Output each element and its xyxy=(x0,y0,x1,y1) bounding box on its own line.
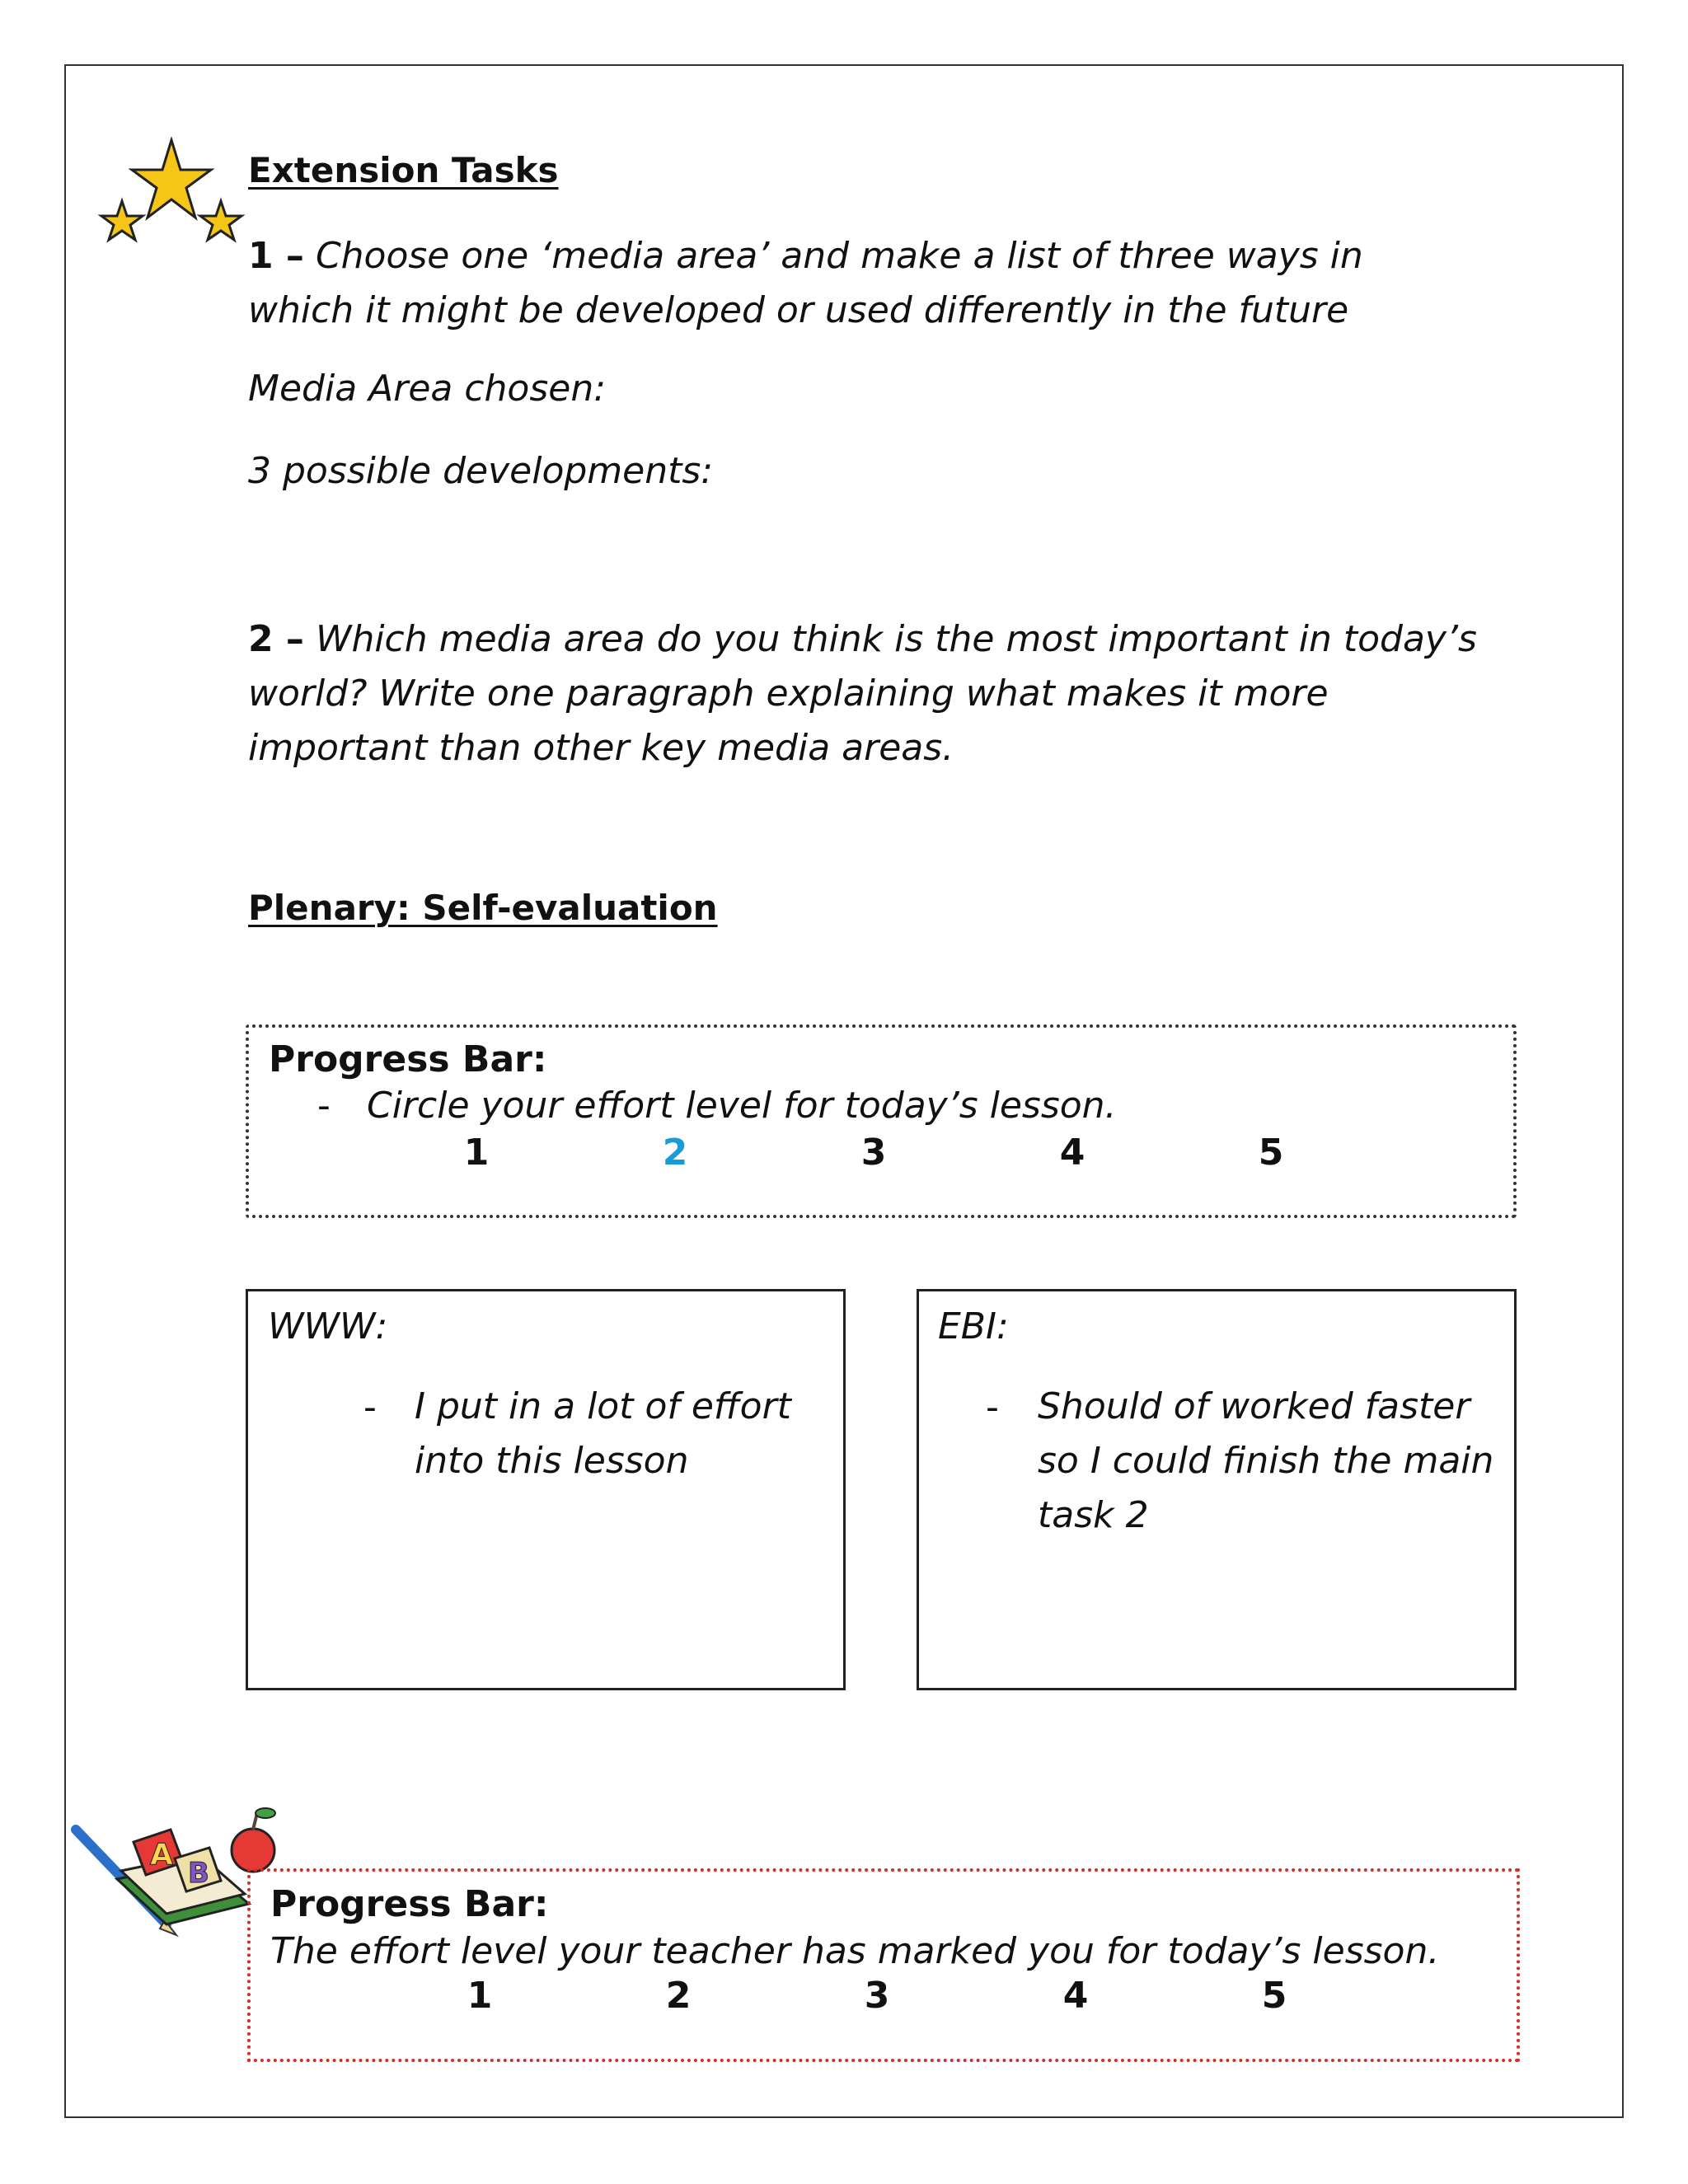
self-progress-instruction: Circle your effort level for today’s lesson. xyxy=(367,1085,1117,1127)
plenary-heading: Plenary: Self-evaluation xyxy=(248,888,718,928)
self-rating-3[interactable]: 3 xyxy=(860,1132,887,1174)
ebi-label: EBI: xyxy=(938,1305,1009,1347)
developments-label: 3 possible developments: xyxy=(248,450,714,492)
self-rating-4[interactable]: 4 xyxy=(1059,1132,1085,1174)
self-progress-title: Progress Bar: xyxy=(269,1038,547,1080)
www-text xyxy=(415,1380,827,1488)
task1-line1: Choose one ‘media area’ and make a list of three ways in xyxy=(315,235,1363,277)
ebi-text xyxy=(1038,1380,1507,1543)
task1-line2: which it might be developed or used differently in the future xyxy=(248,289,1349,331)
ebi-line1: Should of worked faster xyxy=(1038,1385,1470,1427)
extension-heading: Extension Tasks xyxy=(248,150,559,190)
teacher-rating-2[interactable]: 2 xyxy=(665,1975,692,2017)
teacher-progress-instruction: The effort level your teacher has marked you for today’s lesson. xyxy=(270,1930,1440,1972)
www-line2: into this lesson xyxy=(415,1440,689,1482)
task2-line2: world? Write one paragraph explaining what makes it more xyxy=(248,673,1329,715)
media-area-label: Media Area chosen: xyxy=(248,368,607,410)
teacher-progress-title: Progress Bar: xyxy=(270,1883,549,1925)
www-label: WWW: xyxy=(268,1305,388,1347)
task2-line3: important than other key media areas. xyxy=(248,727,954,769)
task2-paragraph xyxy=(248,612,1550,776)
teacher-rating-5[interactable]: 5 xyxy=(1261,1975,1287,2017)
stars-icon xyxy=(89,137,254,252)
svg-text:B: B xyxy=(188,1857,209,1890)
svg-text:A: A xyxy=(150,1838,173,1872)
ebi-line3: task 2 xyxy=(1038,1494,1149,1536)
ebi-dash: - xyxy=(986,1386,999,1428)
self-progress-dash: - xyxy=(317,1085,331,1127)
www-line1: I put in a lot of effort xyxy=(415,1385,791,1427)
task1-number: 1 – xyxy=(248,235,304,277)
task1-paragraph xyxy=(248,229,1534,338)
teacher-rating-3[interactable]: 3 xyxy=(864,1975,890,2017)
task2-line1: Which media area do you think is the most important in today’s xyxy=(315,618,1477,660)
self-rating-5[interactable]: 5 xyxy=(1258,1132,1284,1174)
teacher-rating-4[interactable]: 4 xyxy=(1062,1975,1089,2017)
www-dash: - xyxy=(363,1386,377,1428)
task2-number: 2 – xyxy=(248,618,304,660)
self-rating-2[interactable]: 2 xyxy=(662,1132,688,1174)
teacher-rating-1[interactable]: 1 xyxy=(467,1975,493,2017)
www-box xyxy=(246,1289,846,1690)
ebi-line2: so I could finish the main xyxy=(1038,1440,1494,1482)
self-rating-1[interactable]: 1 xyxy=(463,1132,490,1174)
